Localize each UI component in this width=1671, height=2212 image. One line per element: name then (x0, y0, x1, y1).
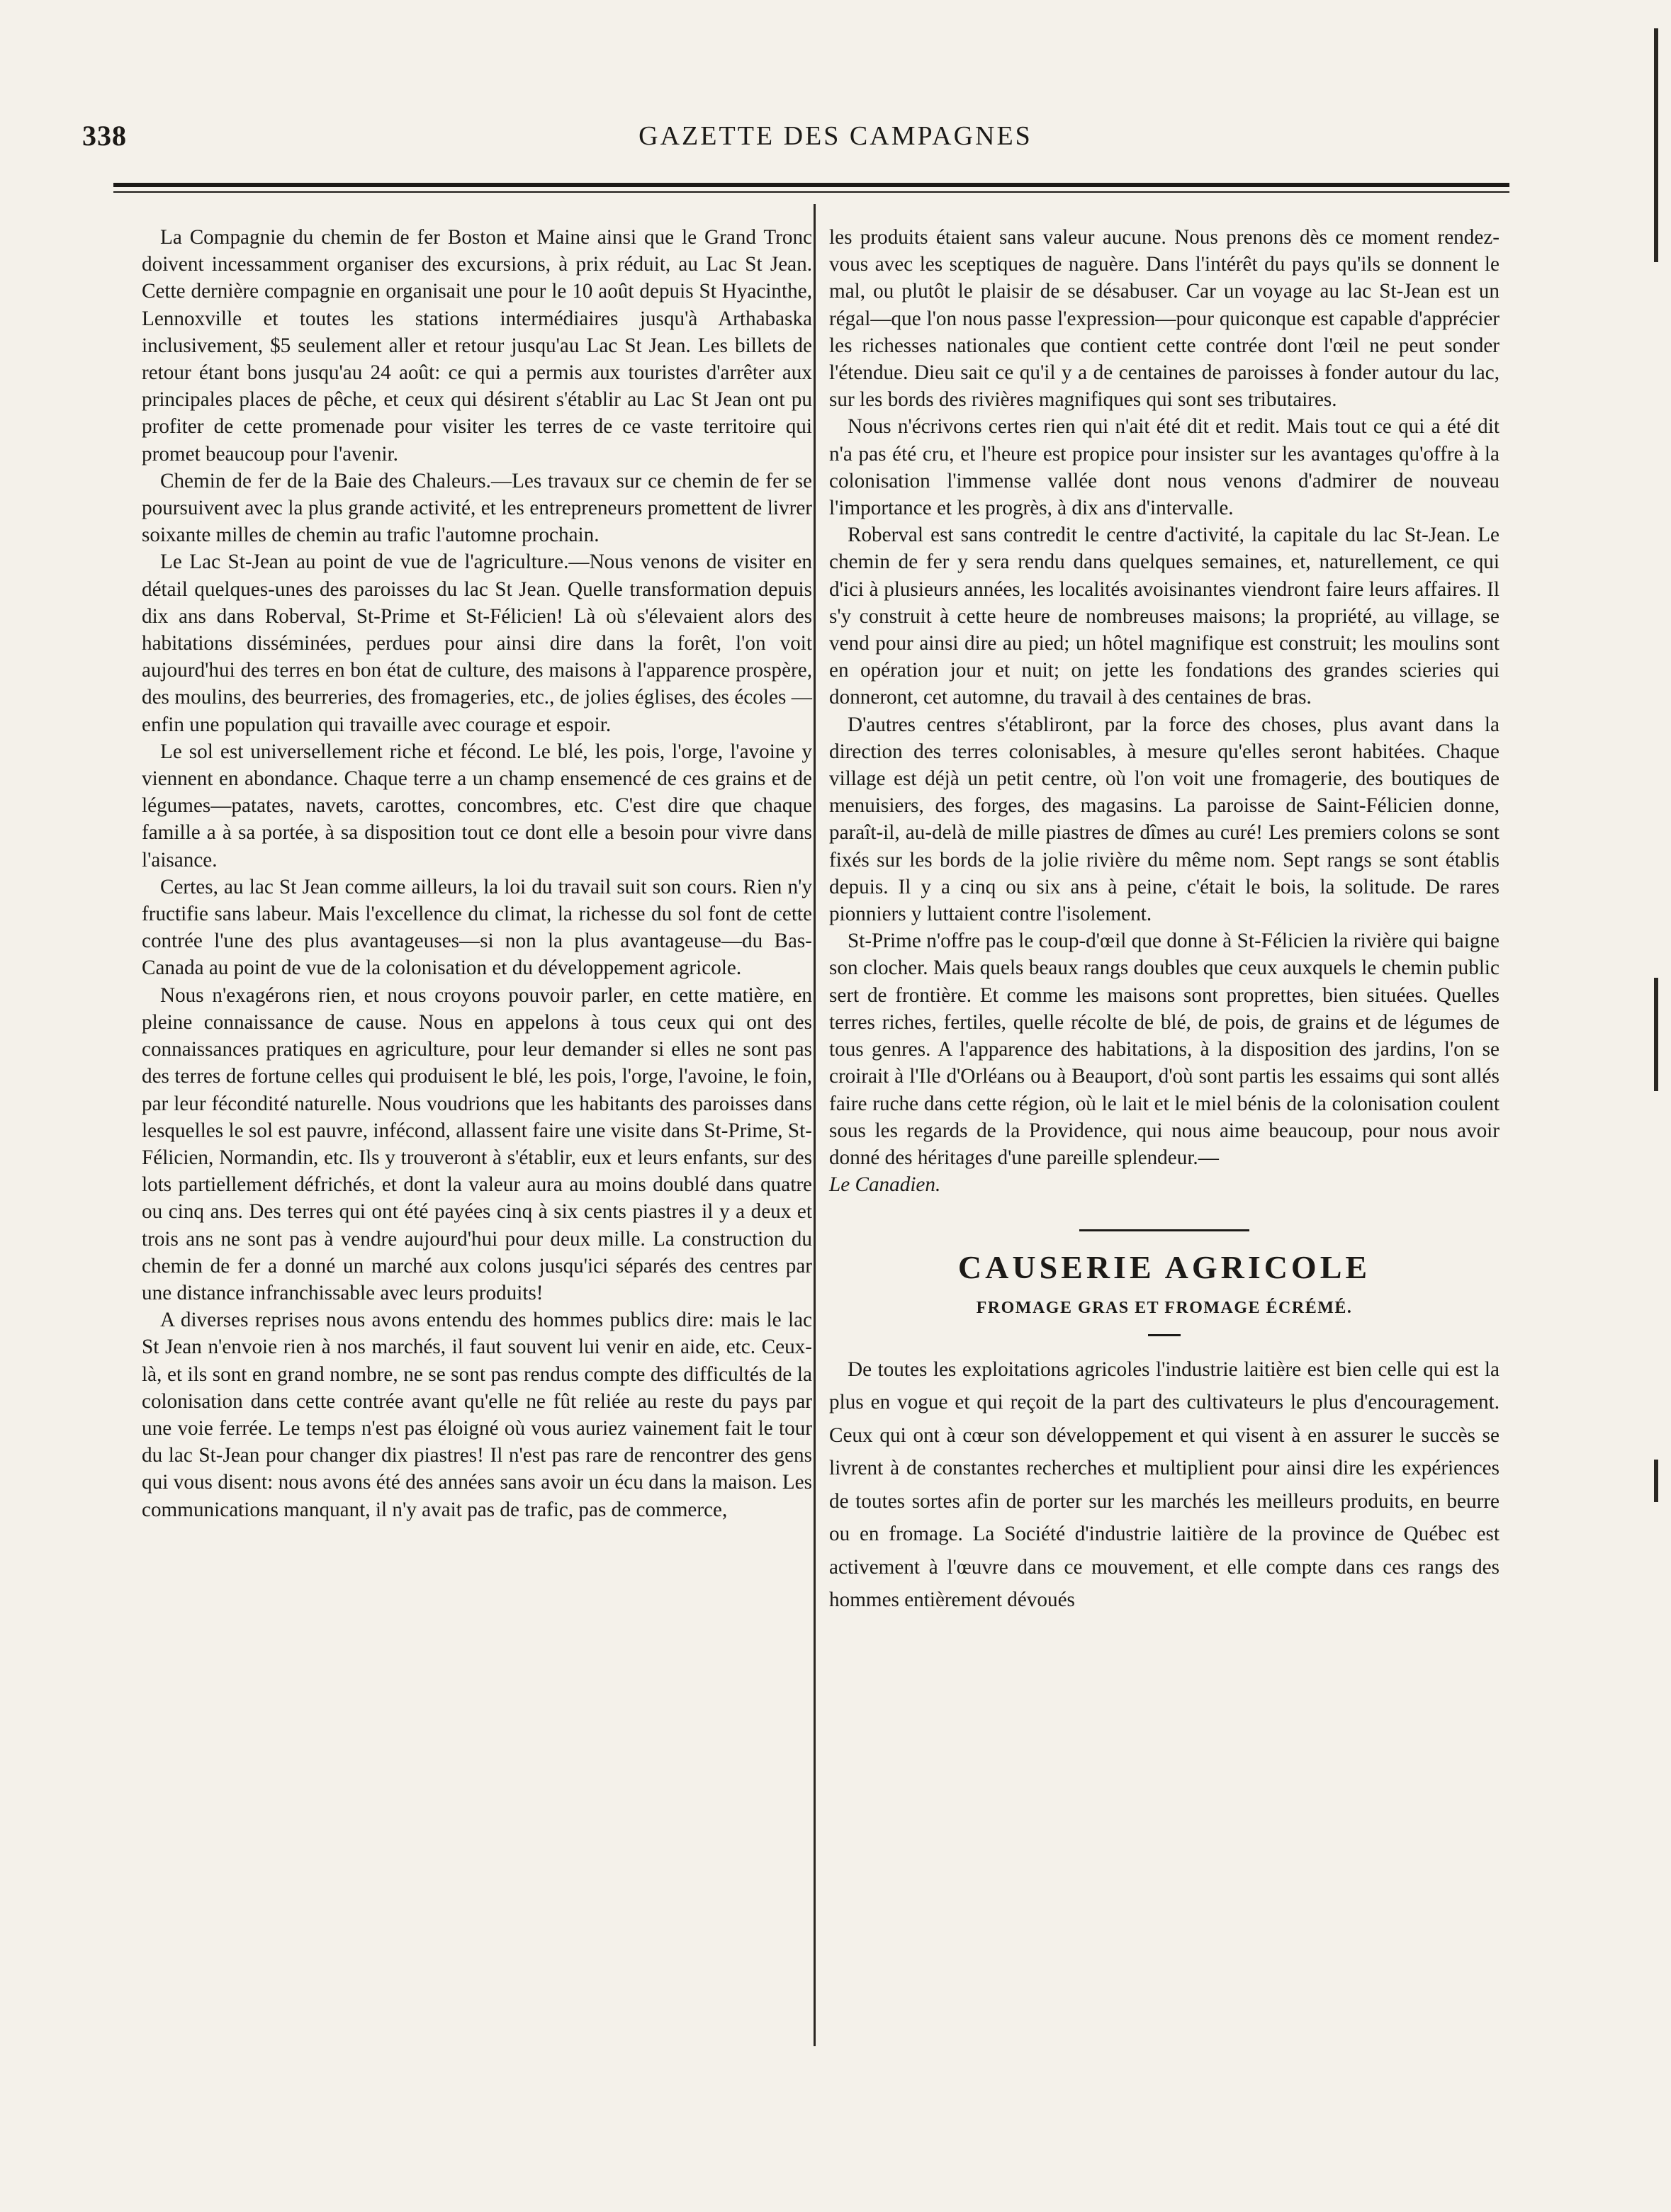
paragraph-baie-des-chaleurs: Chemin de fer de la Baie des Chaleurs.—Les travaux sur ce chemin de fer se poursuivent avec la plus grande activité, et les entrepreneurs promettent de livrer soixante milles de chemin au trafic l'automne prochain. (142, 469, 812, 547)
left-column (142, 224, 812, 1523)
margin-mark (1654, 1460, 1658, 1502)
running-head: GAZETTE DES CAMPAGNES (638, 121, 1033, 151)
section-rule (1079, 1229, 1249, 1231)
page-number: 338 (82, 120, 127, 152)
section-title: CAUSERIE AGRICOLE (957, 1249, 1371, 1286)
column-divider (814, 204, 816, 2046)
header-rule-thin (113, 191, 1509, 193)
section-body (829, 1353, 1500, 1617)
subtitle-rule (1148, 1334, 1181, 1336)
right-column (829, 224, 1500, 1617)
paragraph-sol: Le sol est universellement riche et fécond. Le blé, les pois, l'orge, l'avoine y viennent en abondance. Chaque terre a un champ ensemencé de ces grains et de légumes—patates, navets, carottes, concombres, etc. C'est dire que chaque famille a à sa portée, à sa disposition tout ce dont elle a besoin pour vivre dans l'aisance. (142, 740, 812, 871)
paragraph-reprises: A diverses reprises nous avons entendu des hommes publics dire: mais le lac St Jean n'envoie rien à nos marchés, il faut souvent lui venir en aide, etc. Ceux-là, et ils sont en grand nombre, ne se sont pas rendus compte des difficultés de la colonisation dans cette contrée avant qu'elle ne fût reliée au reste du pays par une voie ferrée. Le temps n'est pas éloigné où vous auriez vainement fait le tour du lac St-Jean pour changer dix piastres! Il n'est pas rare de rencontrer des gens qui vous disent: nous avons été des années sans avoir un écu dans la maison. Les communications manquant, il n'y avait pas de trafic, pas de commerce, (142, 1309, 812, 1521)
paragraph-industrie-laitiere: De toutes les exploitations agricoles l'industrie laitière est bien celle qui est la plus en vogue et qui reçoit de la part des cultivateurs le plus d'encouragement. Ceux qui ont à cœur son développement et qui visent à en assurer le succès se livrent à de constantes recherches et multiplient pour ainsi dire les expériences de toutes sortes afin de porter sur les marchés les meilleurs produits, en beurre ou en fromage. La Société d'industrie laitière de la province de Québec est activement à l'œuvre dans ce mouvement, et elle compte dans ces rangs des hommes entièrement dévoués (829, 1358, 1500, 1612)
paragraph-centres: D'autres centres s'établiront, par la force des choses, plus avant dans la direction des terres colonisables, à mesure qu'elles seront habitées. Chaque village est déjà un petit centre, où l'on voit une fromagerie, des boutiques de menuisiers, des forges, des magasins. La paroisse de Saint-Félicien donne, paraît-il, au-delà de mille piastres de dîmes au curé! Les premiers colons se sont fixés sur les bords de la jolie rivière du même nom. Sept rangs se sont établis depuis. Il y a cinq ou six ans à peine, c'était le bois, la solitude. De rares pionniers y luttaient contre l'isolement. (829, 713, 1500, 926)
paragraph-lac-st-jean: Le Lac St-Jean au point de vue de l'agriculture.—Nous venons de visiter en détail quelques-unes des paroisses du lac St Jean. Quelle transformation depuis dix ans dans Roberval, St-Prime et St-Félicien! Là où s'élevaient alors des habitations disséminées, perdues pour ainsi dire dans la forêt, l'on voit aujourd'hui des terres en bon état de culture, des maisons à l'apparence prospère, des moulins, des beurreries, des fromageries, etc., de jolies églises, des écoles —enfin une population qui travaille avec courage et espoir. (142, 551, 812, 736)
header-rule (113, 183, 1509, 187)
paragraph-st-prime: St-Prime n'offre pas le coup-d'œil que donne à St-Félicien la rivière qui baigne son clocher. Mais quels beaux rangs doubles que ceux auxquels le chemin public sert de frontière. Et comme les maisons sont proprettes, bien situées. Quelles terres riches, fertiles, quelle récolte de blé, de pois, de grains et de légumes de tous genres. A l'apparence des habitations, à la disposition des jardins, l'on se croirait à l'Ile d'Orléans ou à Beauport, d'où sont partis les essaims qui sont allés faire ruche dans cette région, où le lait et le miel bénis de la colonisation coulent sous les regards de la Providence, qui nous aime beaucoup, pour nous avoir donné des héritages d'une pareille splendeur.— (829, 930, 1500, 1169)
section-subtitle: FROMAGE GRAS ET FROMAGE ÉCRÉMÉ. (976, 1298, 1353, 1317)
margin-mark (1654, 978, 1658, 1091)
paragraph-roberval: Roberval est sans contredit le centre d'activité, la capitale du lac St-Jean. Le chemin de fer y sera rendu dans quelques semaines, et, naturellement, ce qui d'ici à plusieurs années, les localités avoisinantes viendront faire leurs affaires. Il s'y construit à cette heure de nombreuses maisons; la propriété, au village, se vend pour ainsi dire au pied; un hôtel magnifique est construit; les moulins sont en opération jour et nuit; on jette les fondations des grandes scieries qui donneront, cet automne, du travail à des centaines de bras. (829, 524, 1500, 709)
paragraph-exagerons: Nous n'exagérons rien, et nous croyons pouvoir parler, en cette matière, en pleine connaissance de cause. Nous en appelons à tous ceux qui ont des connaissances pratiques en agriculture, pour leur demander si elles ne sont pas des terres de fortune celles qui produisent le blé, les pois, l'orge, l'avoine, le foin, par leur fécondité naturelle. Nous voudrions que les habitants des paroisses dans lesquelles le sol est pauvre, infécond, allassent faire une visite dans St-Prime, St-Félicien, Normandin, etc. Ils y trouveront à s'établir, eux et leurs enfants, sur des lots partiellement défrichés, et dont la valeur aura au moins doublé dans quatre ou cinq ans. Des terres qui ont été payées cinq à six cents piastres il y a deux et trois ans ne sont pas à vendre aujourd'hui pour deux mille. La construction du chemin de fer a donné un marché aux colons jusqu'ici séparés des centres par une distance infranchissable avec leurs produits! (142, 983, 812, 1304)
paragraph-produits: les produits étaient sans valeur aucune. Nous prenons dès ce moment rendez-vous avec les sceptiques de naguère. Dans l'intérêt du pays qu'ils se donnent le mal, ou plutôt le plaisir de se désabuser. Car un voyage au lac St-Jean est un régal—que l'on nous passe l'expression—pour quiconque est capable d'apprécier les richesses nationales que contient cette contrée dont l'œil ne peut sonder l'étendue. Dieu sait ce qu'il y a de centaines de paroisses à fonder autour du lac, sur les bords des rivières magnifiques qui sont ses tributaires. (829, 226, 1500, 412)
paragraph-travail: Certes, au lac St Jean comme ailleurs, la loi du travail suit son cours. Rien n'y fructifie sans labeur. Mais l'excellence du climat, la richesse du sol font de cette contrée l'une des plus avantageuses—si non la plus avantageuse—du Bas-Canada au point de vue de la colonisation et du développement agricole. (142, 875, 812, 980)
paragraph-ecrivons: Nous n'écrivons certes rien qui n'ait été dit et redit. Mais tout ce qui a été dit n'a pas été cru, et l'heure est propice pour insister sur les avantages qu'offre à la colonisation l'immense vallée dont nous venons d'admirer de nouveau l'importance et les progrès, à dix ans d'intervalle. (829, 415, 1500, 520)
paragraph-excursions: La Compagnie du chemin de fer Boston et Maine ainsi que le Grand Tronc doivent incessamment organiser des excursions, à prix réduit, au Lac St Jean. Cette dernière compagnie en organisait une pour le 10 août depuis St Hyacinthe, Lennoxville et toutes les stations intermédiaires jusqu'à Arthabaska inclusivement, $5 seulement aller et retour jusqu'au Lac St Jean. Les billets de retour étant bons jusqu'au 24 août: ce qui a permis aux touristes d'arrêter aux principales places de pêche, et ceux qui désirent s'établir au Lac St Jean ont pu profiter de cette promenade pour visiter les terres de ce vaste territoire qui promet beaucoup pour l'avenir. (142, 226, 812, 465)
margin-mark (1654, 28, 1658, 262)
signature: Le Canadien. (829, 1173, 941, 1197)
